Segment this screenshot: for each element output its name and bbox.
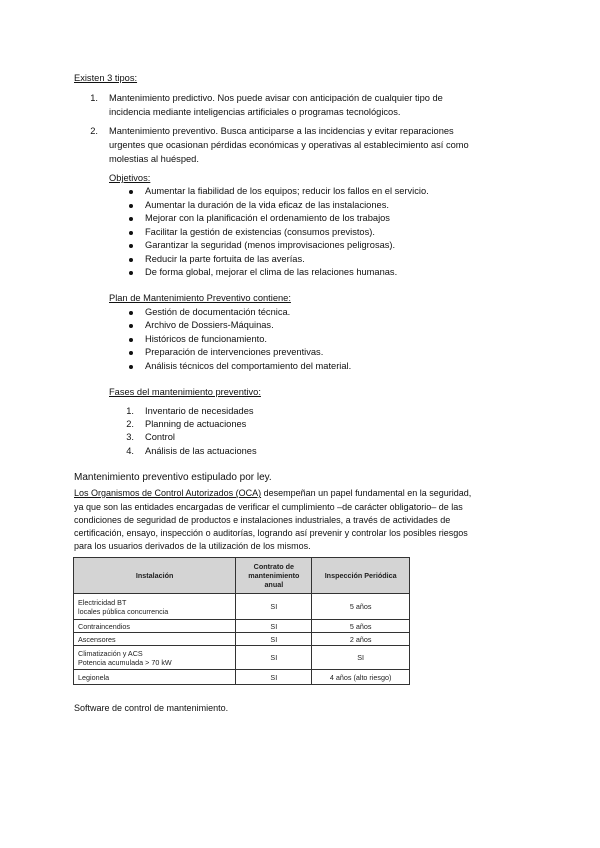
ley-heading: Mantenimiento preventivo estipulado por ley. <box>74 472 272 483</box>
bullet-icon <box>129 217 133 221</box>
cell-instalacion: Contraincendios <box>74 620 236 633</box>
bullet-icon <box>129 231 133 235</box>
bullet-icon <box>129 338 133 342</box>
cell-instalacion <box>74 594 236 620</box>
bullet-icon <box>129 190 133 194</box>
plan-title: Plan de Mantenimiento Preventivo contiene: <box>109 293 291 303</box>
type-line: urgentes que ocasionan pérdidas económicas y operativas al establecimiento así como <box>109 140 469 150</box>
table-row <box>74 620 410 633</box>
cell-instalacion <box>74 646 236 670</box>
header-inspeccion: Inspección Periódica <box>312 558 410 594</box>
fases-number: 4. <box>126 446 134 456</box>
objetivos-item-text: Aumentar la fiabilidad de los equipos; reducir los fallos en el servicio. <box>145 186 429 196</box>
cell-inspeccion: 2 años <box>312 633 410 646</box>
oca-link[interactable]: Los Organismos de Control Autorizados (OCA) <box>74 488 262 498</box>
table-row <box>74 594 410 620</box>
cell-line: Electricidad BT <box>78 597 127 607</box>
plan-item-text: Gestión de documentación técnica. <box>145 307 291 317</box>
types-heading: Existen 3 tipos: <box>74 73 138 83</box>
table-header-row <box>74 558 410 594</box>
cell-inspeccion: 5 años <box>312 594 410 620</box>
cell-contrato: SI <box>236 646 312 670</box>
oca-line: ya que son las entidades encargadas de verificar el cumplimiento –de carácter obligatorio– de las <box>74 502 463 512</box>
plan-item-text: Preparación de intervenciones preventivas. <box>145 347 324 357</box>
type-line: Mantenimiento predictivo. Nos puede avisar con anticipación de cualquier tipo de <box>109 93 443 103</box>
objetivos-title: Objetivos: <box>109 173 151 183</box>
type-line: Mantenimiento preventivo. Busca anticiparse a las incidencias y evitar reparaciones <box>109 126 454 136</box>
cell-instalacion: Legionela <box>74 670 236 685</box>
objetivos-item-text: Mejorar con la planificación el ordenamiento de los trabajos <box>145 213 390 223</box>
table-row <box>74 633 410 646</box>
fases-number: 2. <box>126 419 134 429</box>
type-line: molestias al huésped. <box>109 154 199 164</box>
plan-item-text: Análisis técnicos del comportamiento del material. <box>145 361 352 371</box>
objetivos-item-text: Garantizar la seguridad (menos improvisaciones peligrosas). <box>145 240 396 250</box>
cell-line: locales pública concurrencia <box>78 606 169 616</box>
bullet-icon <box>129 258 133 262</box>
objetivos-item-text: Facilitar la gestión de existencias (consumos previstos). <box>145 227 375 237</box>
cell-line: Climatización y ACS <box>78 648 143 658</box>
fases-number: 1. <box>126 406 134 416</box>
oca-line-1 <box>74 487 471 501</box>
oca-line: certificación, ensayo, inspección o auditorías, logrando así prevenir y controlar los posibles riesgos <box>74 528 468 538</box>
cell-contrato: SI <box>236 620 312 633</box>
oca-line: para los usuarios derivados de la utilización de los mismos. <box>74 541 311 551</box>
bullet-icon <box>129 324 133 328</box>
cell-inspeccion: 4 años (alto riesgo) <box>312 670 410 685</box>
fases-item-text: Análisis de las actuaciones <box>145 446 257 456</box>
table-row <box>74 646 410 670</box>
plan-item-text: Archivo de Dossiers-Máquinas. <box>145 320 274 330</box>
cell-inspeccion: 5 años <box>312 620 410 633</box>
header-instalacion: Instalación <box>74 558 236 594</box>
bullet-icon <box>129 365 133 369</box>
fases-item-text: Planning de actuaciones <box>145 419 247 429</box>
fases-item-text: Control <box>145 432 175 442</box>
cell-line: Potencia acumulada > 70 kW <box>78 657 172 667</box>
inspection-table <box>73 557 410 685</box>
objetivos-item-text: Reducir la parte fortuita de las averías. <box>145 254 305 264</box>
oca-line: condiciones de seguridad de productos e instalaciones industriales, a través de actividades de <box>74 515 451 525</box>
fases-item-text: Inventario de necesidades <box>145 406 254 416</box>
cell-contrato: SI <box>236 594 312 620</box>
bullet-icon <box>129 204 133 208</box>
fases-title: Fases del mantenimiento preventivo: <box>109 387 261 397</box>
cell-contrato: SI <box>236 670 312 685</box>
bullet-icon <box>129 351 133 355</box>
oca-line-rest: desempeñan un papel fundamental en la seguridad, <box>261 488 472 498</box>
bullet-icon <box>129 271 133 275</box>
type-number: 1. <box>90 93 98 103</box>
type-number: 2. <box>90 126 98 136</box>
objetivos-item-text: Aumentar la duración de la vida eficaz de las instalaciones. <box>145 200 389 210</box>
bullet-icon <box>129 311 133 315</box>
cell-inspeccion: SI <box>312 646 410 670</box>
cell-contrato: SI <box>236 633 312 646</box>
plan-item-text: Históricos de funcionamiento. <box>145 334 267 344</box>
header-contrato: Contrato de mantenimiento anual <box>236 558 312 594</box>
type-line: incidencia mediante inteligencias artificiales o programas tecnológicos. <box>109 107 401 117</box>
objetivos-item-text: De forma global, mejorar el clima de las relaciones humanas. <box>145 267 398 277</box>
footer-text: Software de control de mantenimiento. <box>74 703 229 713</box>
fases-number: 3. <box>126 432 134 442</box>
table-row <box>74 670 410 685</box>
cell-instalacion: Ascensores <box>74 633 236 646</box>
bullet-icon <box>129 244 133 248</box>
